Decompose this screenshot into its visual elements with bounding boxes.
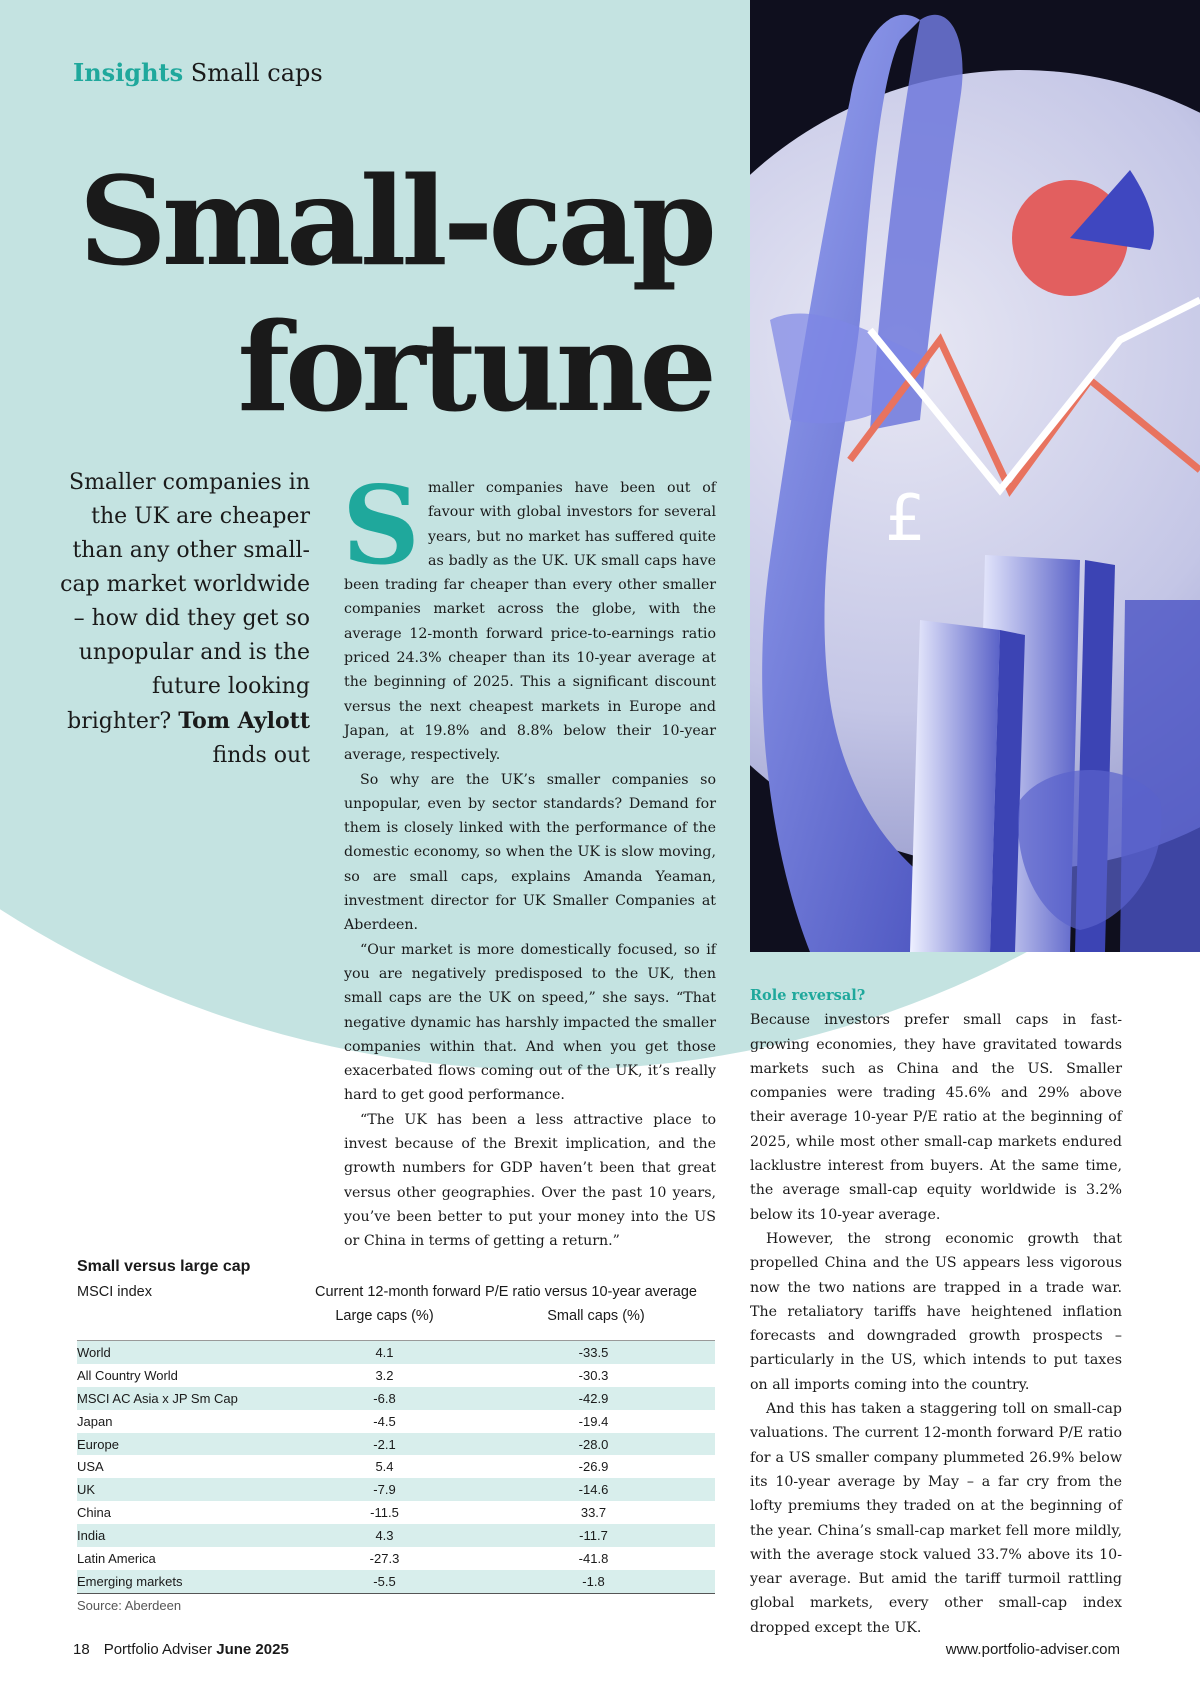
cell-index: Emerging markets — [77, 1570, 297, 1593]
table-row — [77, 1547, 715, 1570]
cell-large: -6.8 — [297, 1387, 472, 1410]
standfirst — [60, 466, 310, 773]
cell-index: MSCI AC Asia x JP Sm Cap — [77, 1387, 297, 1410]
column-header-caption: Current 12-month forward P/E ratio versus 10-year average — [314, 1284, 697, 1300]
cell-small: -26.9 — [578, 1459, 609, 1475]
table-row — [77, 1478, 715, 1501]
table-row — [77, 1341, 715, 1364]
column-header-large-caps: Large caps (%) — [335, 1308, 434, 1324]
body-paragraph: However, the strong economic growth that propelled China and the US appears less vigorous now the two nations are trapped in a trade war. The retaliatory tariffs have heightened inflation forecasts and downgraded growth prospects – particularly in the US, which intends to put taxes on all imports coming into the country. — [750, 1230, 1122, 1393]
table-row — [77, 1410, 715, 1433]
cell-large: -5.5 — [297, 1570, 472, 1593]
table-row — [77, 1501, 715, 1524]
headline — [79, 148, 712, 440]
publication-name: Portfolio Adviser — [103, 1641, 213, 1658]
body-paragraph: And this has taken a staggering toll on small-cap valuations. The current 12-month forward P/E ratio for a US smaller company plummeted 26.9% below its 10-year average by May – a far cry from the lofty premiums they traded on at the beginning of the year. China’s small-cap market fell more mildly, with the average stock valued 33.7% above its 10-year average. But amid the tariff turmoil rattling global markets, every other small-cap index dropped except the UK. — [750, 1401, 1122, 1636]
cell-index: UK — [77, 1478, 297, 1501]
cell-large: -27.3 — [369, 1550, 400, 1566]
pe-ratio-table — [77, 1341, 715, 1594]
cell-large: 4.1 — [297, 1341, 472, 1364]
author-name: Tom Aylott — [178, 708, 310, 734]
cell-small: -19.4 — [578, 1413, 609, 1429]
pound-sign-icon: £ — [885, 482, 926, 556]
cell-small: -11.7 — [472, 1524, 715, 1547]
subheading: Role reversal? — [750, 987, 866, 1004]
cell-large: 4.3 — [297, 1524, 472, 1547]
issue-date: June 2025 — [216, 1641, 289, 1658]
cell-index: USA — [77, 1459, 104, 1475]
cell-large: -4.5 — [373, 1413, 396, 1429]
footer-website[interactable]: www.portfolio-adviser.com — [945, 1641, 1120, 1658]
cell-large: 3.2 — [375, 1367, 394, 1383]
cell-index: China — [77, 1505, 111, 1521]
cell-large: -2.1 — [297, 1433, 472, 1456]
cell-index: World — [77, 1341, 297, 1364]
cell-small: -14.6 — [472, 1478, 715, 1501]
bar-chart-bar — [910, 620, 1000, 952]
cell-small: -41.8 — [578, 1550, 609, 1566]
page-number: 18 — [73, 1641, 90, 1658]
footer-left — [73, 1641, 289, 1658]
drop-cap: S — [342, 463, 420, 589]
cell-large: 5.4 — [375, 1459, 394, 1475]
table-source: Source: Aberdeen — [77, 1597, 182, 1613]
cell-index: India — [77, 1524, 297, 1547]
cell-index: Japan — [77, 1413, 113, 1429]
data-table-panel — [77, 1258, 715, 1613]
table-header — [77, 1284, 715, 1341]
cover-illustration — [750, 0, 1200, 952]
table-row — [77, 1433, 715, 1456]
table-row — [77, 1455, 715, 1478]
body-paragraph: “The UK has been a less attractive place to invest because of the Brexit implication, and the growth numbers for GDP haven’t been that great versus other geographies. Over the past 10 years, you’ve been better to put your money into the US or China in terms of getting a return.” — [344, 1111, 716, 1250]
table-row — [77, 1570, 715, 1593]
body-column-1 — [342, 463, 716, 1254]
column-header-small-caps: Small caps (%) — [547, 1308, 645, 1324]
headline-line-2: fortune — [237, 295, 712, 439]
body-paragraph: Smaller companies have been out of favour with global investors for several years, but no market has suffered quite as badly as the UK. UK small caps have been trading far cheaper than every other smaller companies market across the globe, with the average 12-month forward price-to-earnings ratio priced 24.3% cheaper than its 10-year average at the beginning of 2025. This a significant discount versus the next cheapest markets in Europe and Japan, at 19.8% and 8.8% below their 10-year average, respectively. — [342, 463, 716, 764]
cell-large: -7.9 — [297, 1478, 472, 1501]
standfirst-text: Smaller companies in the UK are cheaper than any other small-cap market worldwide – how did they get so unpopular and is the future looking brighter? — [60, 470, 310, 734]
body-paragraph: “Our market is more domestically focused, so if you are negatively predisposed to the UK, then small caps are the UK on speed,” she says. “That negative dynamic has harshly impacted the smaller companies within that. And when you get those exacerbated flows coming out of the UK, it’s really hard to get good performance. — [344, 941, 716, 1104]
illustration-svg — [750, 0, 1200, 952]
column-header-index: MSCI index — [77, 1284, 152, 1300]
table-title: Small versus large cap — [77, 1258, 251, 1275]
cell-small: -1.8 — [472, 1570, 715, 1593]
table-row — [77, 1387, 715, 1410]
cell-small: -42.9 — [472, 1387, 715, 1410]
author-suffix: finds out — [212, 743, 310, 768]
cell-index: Europe — [77, 1433, 297, 1456]
table-row — [77, 1364, 715, 1387]
cell-index: All Country World — [77, 1367, 178, 1383]
cell-small: 33.7 — [580, 1505, 607, 1521]
headline-line-1: Small-cap — [78, 149, 712, 293]
cell-small: -33.5 — [472, 1341, 715, 1364]
section-label-topic: Small caps — [190, 59, 323, 87]
cell-large: -11.5 — [370, 1505, 399, 1521]
cell-index: Latin America — [77, 1550, 156, 1566]
table-row — [77, 1524, 715, 1547]
cell-small: -30.3 — [578, 1367, 609, 1383]
body-column-2 — [750, 984, 1122, 1640]
cell-small: -28.0 — [472, 1433, 715, 1456]
body-paragraph: So why are the UK’s smaller companies so unpopular, even by sector standards? Demand for them is closely linked with the performance of the domestic economy, so when the UK is slow moving, so are small caps, explains Amanda Yeaman, investment director for UK Smaller Companies at Aberdeen. — [344, 771, 716, 934]
section-header — [73, 58, 323, 87]
body-paragraph: Because investors prefer small caps in fast-growing economies, they have gravitated towards markets such as China and the US. Smaller companies were trading 45.6% and 29% above their average 10-year P/E ratio at the beginning of 2025, while most other small-cap markets endured lacklustre interest from buyers. At the same time, the average small-cap equity worldwide is 3.2% below its 10-year average. — [750, 1012, 1122, 1223]
section-label-insights: Insights — [73, 58, 184, 87]
